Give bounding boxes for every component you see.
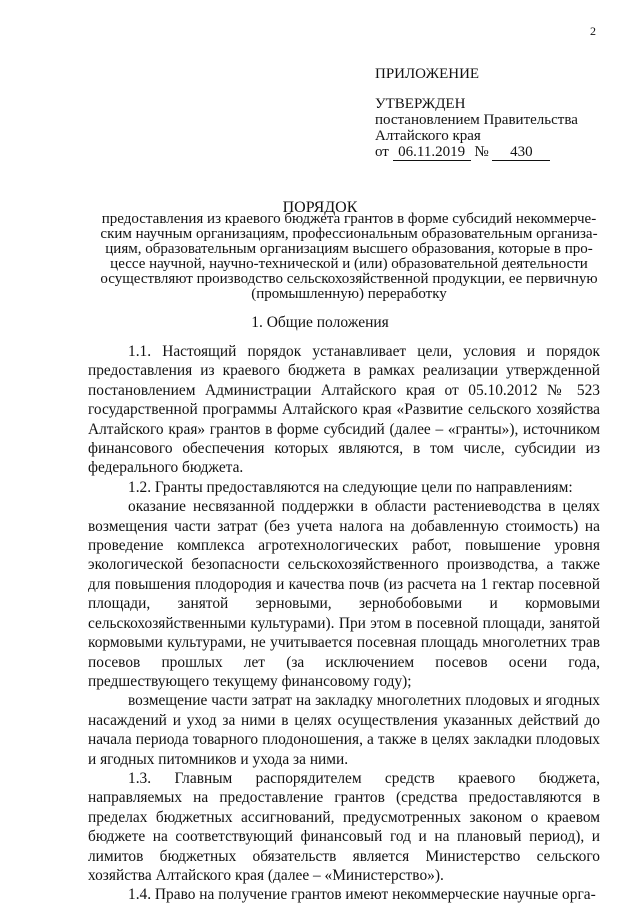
appendix-block <box>375 66 615 161</box>
decree-date: 06.11.2019 <box>393 145 471 161</box>
subtitle-line: ским научным организациям, профессиональным образовательным организа- <box>100 226 598 242</box>
subtitle-line: осуществляют производство сельскохозяйственной продукции, ее первичную <box>100 271 598 287</box>
paragraph-1-4: 1.4. Право на получение грантов имеют некоммерческие научные орга- <box>128 886 596 904</box>
paragraph-1-3: 1.3. Главным распорядителем средств краевого бюджета, направляемых на предоставление грантов (средства предоставляются в пределах бюджетных ассигнований, предусмотренных законом о краевом бюджете на соответствующий финансовый год и на плановый период), и лимитов бюджетных обязательств является Министерство сельского хозяйства Алтайского края (далее – «Министерство»). <box>88 769 600 884</box>
approved-label: УТВЕРЖДЕН <box>375 96 466 112</box>
decree-date-line <box>375 144 615 161</box>
decree-number: 430 <box>492 145 550 161</box>
document-subtitle <box>88 212 610 302</box>
subtitle-line: циям, образовательным организациям высшего образования, которые в про- <box>105 241 593 257</box>
page-number: 2 <box>590 24 596 38</box>
number-label: № <box>474 144 489 160</box>
document-title: ПОРЯДОК <box>282 199 358 216</box>
decree-line-2: Алтайского края <box>375 128 481 144</box>
paragraph-1-2: 1.2. Гранты предоставляются на следующие цели по направлениям: <box>128 478 573 496</box>
decree-line-1: постановлением Правительства <box>375 112 578 128</box>
subtitle-line: предоставления из краевого бюджета грантов в форме субсидий некоммерче- <box>101 211 597 227</box>
paragraph-1-1: 1.1. Настоящий порядок устанавливает цели, условия и порядок предоставления из краевого бюджета в рамках реализации утвержденной постановлением Администрации Алтайского края от 05.10.2012 № 523 государственной программы Алтайского края «Развитие сельского хозяйства Алтайского края» грантов в форме субсидий (далее – «гранты»), источником финансового обеспечения которых являются, в том числе, субсидии из федерального бюджета. <box>88 343 600 477</box>
document-body <box>88 342 600 905</box>
subtitle-line: цессе научной, научно-технической и (или) образовательной деятельности <box>110 256 588 272</box>
section-title: 1. Общие положения <box>251 314 389 331</box>
appendix-title: ПРИЛОЖЕНИЕ <box>375 66 480 82</box>
subtitle-line: (промышленную) переработку <box>251 286 447 302</box>
from-label: от <box>375 144 389 160</box>
paragraph-direction-2: возмещение части затрат на закладку многолетних плодовых и ягодных насаждений и уход за ними в целях осуществления указанных действий до начала периода товарного плодоношения, а также в целях закладки плодовых и ягодных питомников и ухода за ними. <box>88 692 600 768</box>
paragraph-direction-1: оказание несвязанной поддержки в области растениеводства в целях возмещения части затрат (без учета налога на добавленную стоимость) на проведение комплекса агротехнологических работ, повышение уровня экологической безопасности сельскохозяйственного производства, а также для повышения плодородия и качества почв (из расчета на 1 гектар посевной площади, занятой зерновыми, зернобобовыми и кормовыми сельскохозяйственными культурами). При этом в посевной площади, занятой кормовыми культурами, не учитывается посевная площадь многолетних трав посевов прошлых лет (за исключением посевов осени года, предшествующего текущему финансовому году); <box>88 498 600 690</box>
